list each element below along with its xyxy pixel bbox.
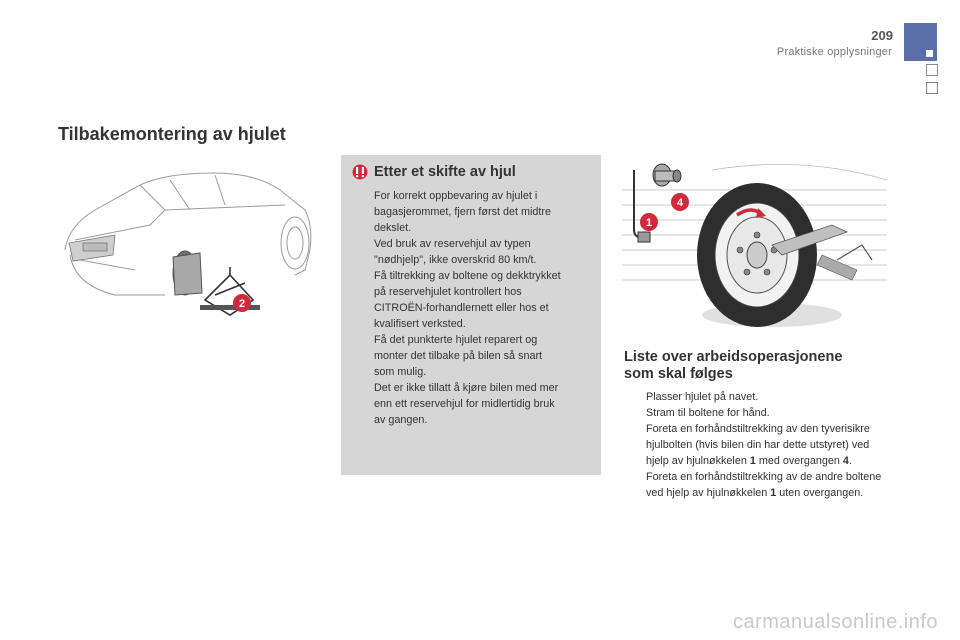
warning-line: av gangen. <box>374 414 428 426</box>
operation-step-text: Foreta en forhåndstiltrekking av de andre boltene ved hjelp av hjulnøkkelen <box>646 471 882 499</box>
warning-line: Det er ikke tillatt å kjøre bilen med mer <box>374 382 559 394</box>
warning-line: bagasjerommet, fjern først det midtre <box>374 206 552 218</box>
operation-step-text: med overgangen <box>755 455 843 467</box>
operations-list <box>624 389 894 501</box>
warning-line: Få det punkterte hjulet reparert og <box>374 334 538 346</box>
warning-line: monter det tilbake på bilen så snart <box>374 350 543 362</box>
car-jack-illustration <box>55 155 325 330</box>
warning-line: kvalifisert verksted. <box>374 318 466 330</box>
operation-step-text: 1 <box>749 455 756 467</box>
operation-step-text: . <box>848 455 852 467</box>
operations-title-line: som skal følges <box>624 366 733 382</box>
warning-line: "nødhjelp", ikke overskrid 80 km/t. <box>374 254 537 266</box>
operation-step-text: Stram til boltene for hånd. <box>646 407 770 419</box>
operation-step-text: 4 <box>842 455 849 467</box>
warning-line: Ved bruk av reservehjul av typen <box>374 238 531 250</box>
warning-line: på reservehjulet kontrollert hos <box>374 286 522 298</box>
chapter-tab-outline[interactable] <box>926 64 938 76</box>
warning-line: For korrekt oppbevaring av hjulet i <box>374 190 538 202</box>
warning-line: som mulig. <box>374 366 427 378</box>
page-title: Tilbakemontering av hjulet <box>58 124 286 144</box>
operation-step <box>624 389 894 405</box>
chapter-tab[interactable] <box>904 23 937 61</box>
chapter-tab-outline[interactable] <box>926 82 938 94</box>
callout-4-label: 4 <box>676 197 684 209</box>
operation-step <box>624 469 894 501</box>
tab-marker-icon <box>926 50 933 57</box>
warning-icon <box>351 164 369 185</box>
operation-step-text: 1 <box>770 487 777 499</box>
warning-body <box>374 188 596 428</box>
warning-box <box>341 155 601 475</box>
warning-line: CITROËN-forhandlernett eller hos et <box>374 302 549 314</box>
warning-line: enn ett reservehjul for midlertidig bruk <box>374 398 555 410</box>
warning-line: Få tiltrekking av boltene og dekktrykket <box>374 270 561 282</box>
warning-title: Etter et skifte av hjul <box>374 164 516 180</box>
page-number: 209 <box>871 28 893 43</box>
operation-step-text: Foreta en forhåndstiltrekking av den tyverisikre hjulbolten (hvis bilen din har dette utstyret) ved hjelp av hjulnøkkelen <box>646 423 870 467</box>
operations-title-line: Liste over arbeidsoperasjonene <box>624 349 843 365</box>
callout-1-label: 1 <box>645 217 653 229</box>
wheel-wrench-illustration <box>622 150 887 335</box>
operation-step-text: Plasser hjulet på navet. <box>646 391 759 403</box>
operation-step <box>624 421 894 469</box>
operation-step <box>624 405 894 421</box>
warning-line: dekslet. <box>374 222 412 234</box>
callout-2-label: 2 <box>238 298 246 310</box>
operations-title <box>624 349 904 383</box>
watermark: carmanualsonline.info <box>732 611 938 633</box>
operation-step-text: uten overgangen. <box>776 487 864 499</box>
section-title: Praktiske opplysninger <box>776 46 892 58</box>
